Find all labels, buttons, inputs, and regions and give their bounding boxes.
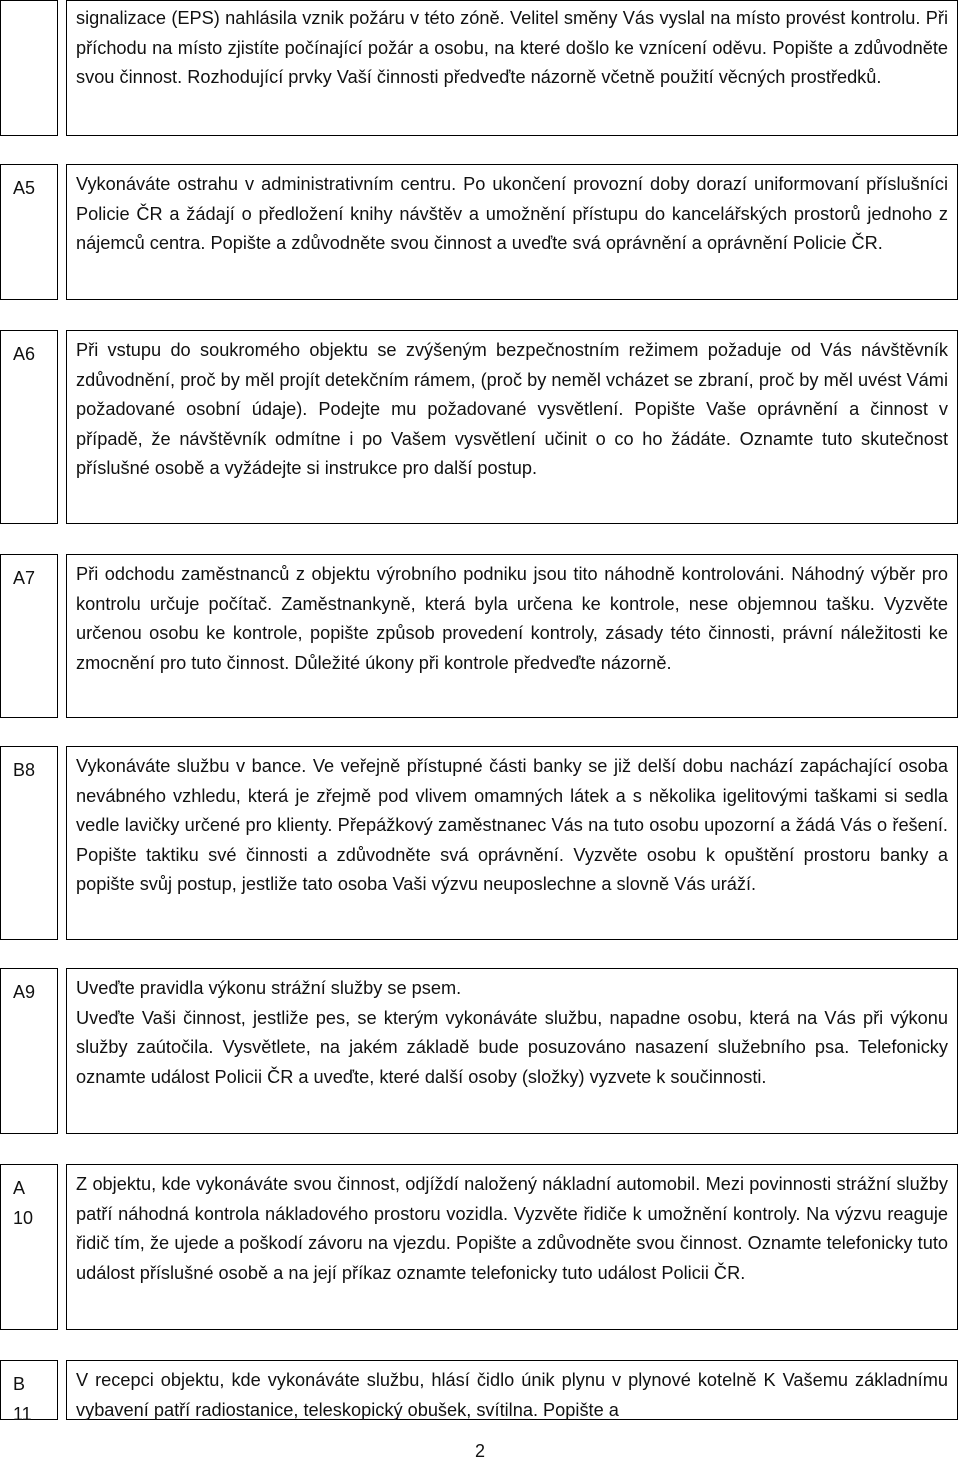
task-paragraph: signalizace (EPS) nahlásila vznik požáru v této zóně. Velitel směny Vás vyslal na místo provést kontrolu. Při příchodu na místo zjistíte počínající požár a osobu, na které došlo ke vznícení oděvu. Popište a zdůvodněte svou činnost. Rozhodující prvky Vaší činnosti předveďte názorně včetně použití věcných prostředků. <box>76 8 948 88</box>
task-code: A6 <box>0 330 58 524</box>
task-text <box>66 1360 958 1420</box>
task-paragraph: Při odchodu zaměstnanců z objektu výrobního podniku jsou tito náhodně kontrolováni. Náhodný výběr pro kontrolu určuje počítač. Zaměstnankyně, která byla určena ke kontrole, nese objemnou tašku. Vyzvěte určenou osobu ke kontrole, popište způsob provedení kontroly, zásady této činnosti, právní náležitosti ke zmocnění pro tuto činnost. Důležité úkony při kontrole předveďte názorně. <box>76 564 948 673</box>
task-paragraph: Uveďte Vaši činnost, jestliže pes, se kterým vykonáváte službu, napadne osobu, která na Vás při výkonu služby zaútočila. Vysvětlete, na jakém základě bude posuzováno nasazení služebního psa. Telefonicky oznamte událost Policii ČR a uveďte, které další osoby (složky) vyzvete k součinnosti. <box>76 1007 948 1087</box>
task-row <box>0 1164 958 1330</box>
task-paragraph: Uveďte pravidla výkonu strážní služby se psem. <box>76 978 462 998</box>
task-paragraph: V recepci objektu, kde vykonáváte službu, hlásí čidlo únik plynu v plynové kotelně K Vašemu základnímu vybavení patří radiostanice, teleskopický obušek, svítilna. Popište a <box>76 1370 948 1420</box>
task-text <box>66 330 958 524</box>
task-paragraph: Z objektu, kde vykonáváte svou činnost, odjíždí naložený nákladní automobil. Mezi povinnosti strážní služby patří náhodná kontrola nákladového prostoru vozidla. Vyzvěte řidiče k umožnění kontroly. Na výzvu reaguje řidič tím, že ujede a poškodí závoru na vjezdu. Popište a zdůvodněte svou činnost. Oznamte telefonicky tuto událost příslušné osobě a na její příkaz oznamte telefonicky tuto událost Policii ČR. <box>76 1174 948 1283</box>
task-code: A7 <box>0 554 58 718</box>
task-row <box>0 164 958 300</box>
page-number: 2 <box>474 1441 485 1461</box>
task-text <box>66 554 958 718</box>
task-text <box>66 1164 958 1330</box>
task-code: B 11 <box>0 1360 58 1420</box>
task-code <box>0 0 58 136</box>
task-paragraph: Vykonáváte ostrahu v administrativním centru. Po ukončení provozní doby dorazí uniformovaní příslušníci Policie ČR a žádají o předložení knihy návštěv a umožnění přístupu do kancelářských prostorů jednoho z nájemců centra. Popište a zdůvodněte svou činnost a uveďte svá oprávnění a oprávnění Policie ČR. <box>76 174 948 254</box>
task-row <box>0 968 958 1134</box>
task-row <box>0 330 958 524</box>
task-text <box>66 0 958 136</box>
task-code: A5 <box>0 164 58 300</box>
task-code: A 10 <box>0 1164 58 1330</box>
task-row <box>0 1360 958 1424</box>
task-paragraph: Vykonáváte službu v bance. Ve veřejně přístupné části banky se již delší dobu nachází zapáchající osoba nevábného vzhledu, která je zřejmě pod vlivem omamných látek a s několika igelitovými taškami si sedla vedle lavičky určené pro klienty. Přepážkový zaměstnanec Vás na tuto osobu upozorní a žádá Vás o řešení. Popište taktiku své činnosti a zdůvodněte svá oprávnění. Vyzvěte osobu k opuštění prostoru banky a popište svůj postup, jestliže tato osoba Vaši výzvu neuposlechne a slovně Vás uráží. <box>76 756 948 895</box>
task-row <box>0 0 958 136</box>
task-paragraph: Při vstupu do soukromého objektu se zvýšeným bezpečnostním režimem požaduje od Vás návštěvník zdůvodnění, proč by měl projít detekčním rámem, (proč by neměl vcházet se zbraní, proč by měl uvést Vámi požadované osobní údaje). Podejte mu požadované vysvětlení. Popište Vaše oprávnění a činnost v případě, že návštěvník odmítne i po Vašem vysvětlení učinit o co ho žádáte. Oznamte tuto skutečnost příslušné osobě a vyžádejte si instrukce pro další postup. <box>76 340 948 479</box>
task-code: B8 <box>0 746 58 940</box>
task-row <box>0 554 958 718</box>
task-row <box>0 746 958 940</box>
task-text <box>66 164 958 300</box>
task-text <box>66 968 958 1134</box>
task-text <box>66 746 958 940</box>
task-code: A9 <box>0 968 58 1134</box>
